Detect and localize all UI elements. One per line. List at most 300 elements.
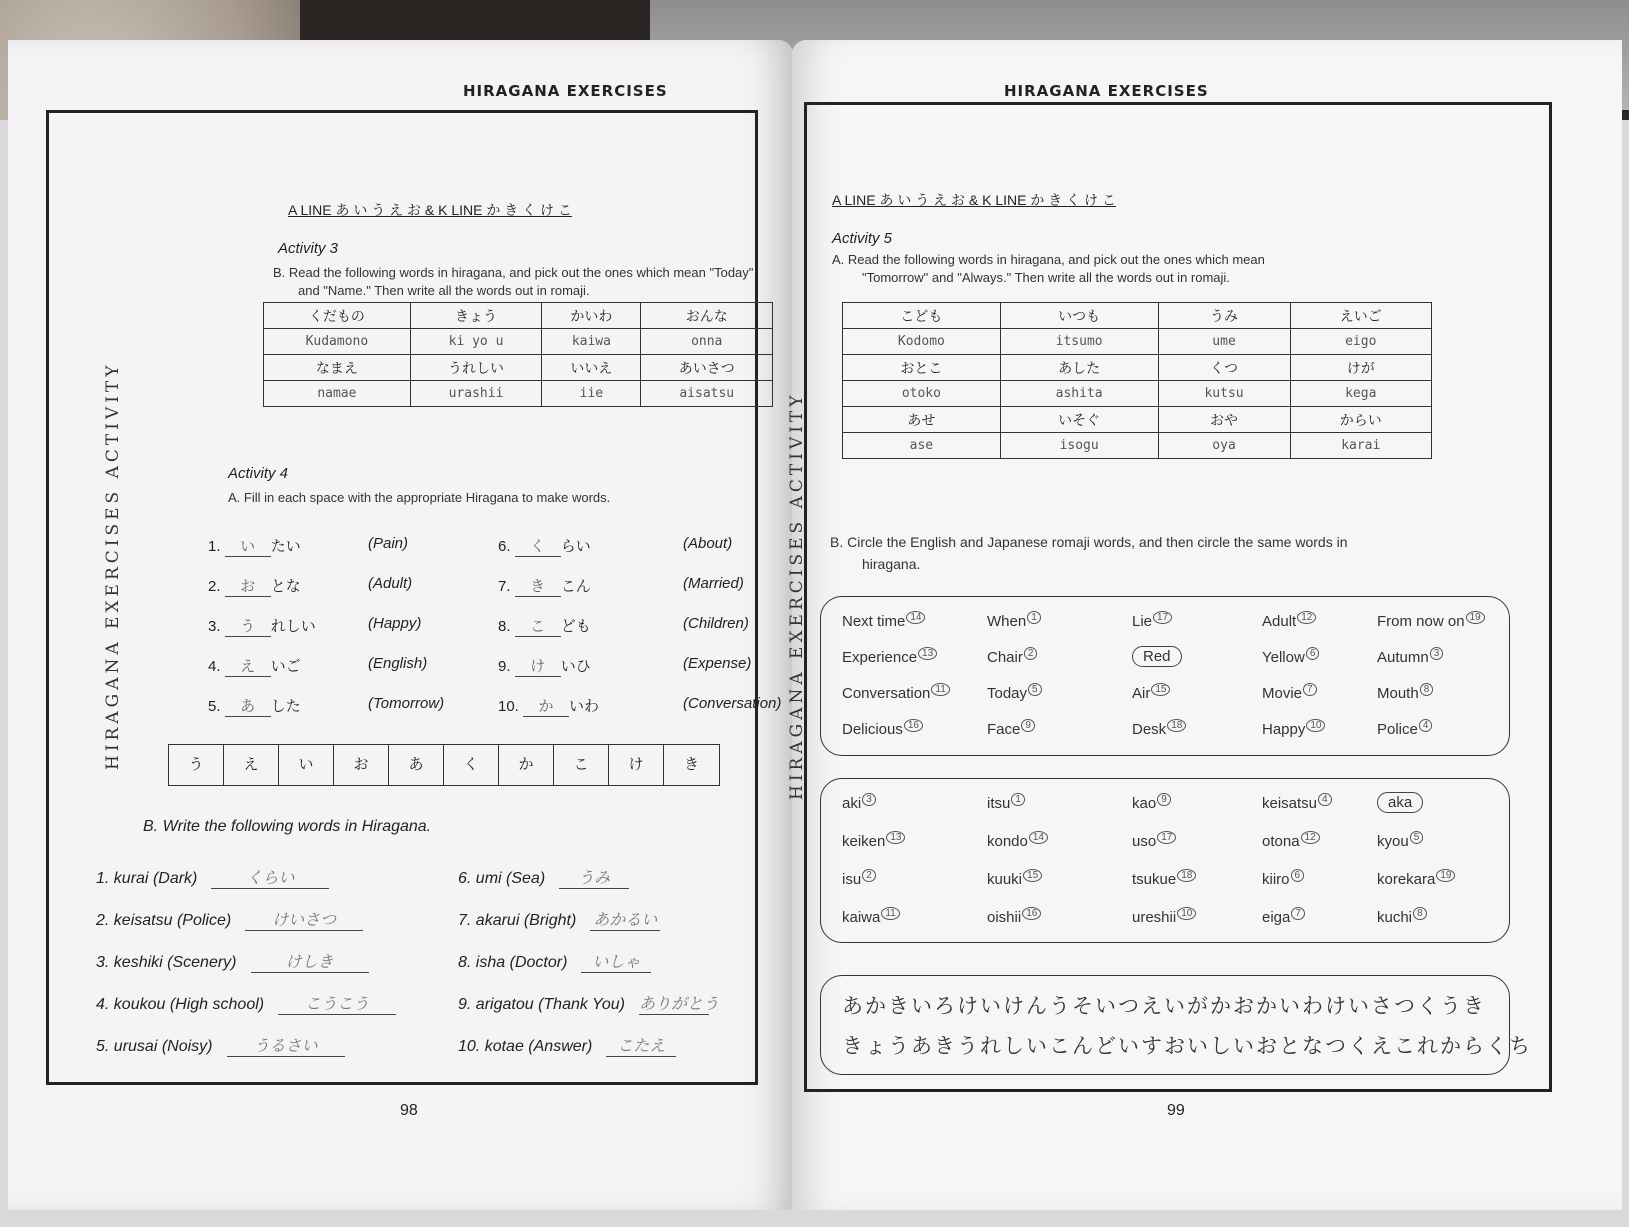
word-text: oishii (987, 909, 1022, 926)
fill-number: 9. (498, 658, 511, 675)
cell-kana: かいわ (570, 307, 613, 324)
word-text: keiken (842, 833, 886, 850)
write-romaji: koukou (113, 996, 166, 1013)
table-cell (542, 303, 641, 329)
fill-meaning: (Married) (683, 575, 744, 592)
write-answer[interactable]: こたえ (606, 1033, 676, 1057)
fill-meaning: (Tomorrow) (368, 695, 445, 712)
fill-answer[interactable]: う (225, 615, 271, 637)
table-cell (1000, 407, 1158, 433)
cell-kana: うれしい (448, 359, 505, 376)
word-item (987, 648, 1037, 666)
write-answer[interactable]: けしき (251, 949, 369, 973)
strip-cell: き (683, 756, 699, 773)
right-page-header: HIRAGANA EXERCISES (1004, 82, 1209, 100)
cell-kana: おとこ (900, 359, 943, 376)
word-item (1132, 794, 1171, 812)
partB-instr2: hiragana. (862, 556, 921, 572)
table-cell (1290, 381, 1431, 407)
write-answer[interactable]: ありがとう (639, 991, 709, 1015)
fill-answer[interactable]: け (515, 655, 561, 677)
word-text: Happy (1262, 721, 1306, 738)
table-cell (843, 407, 1001, 433)
word-item (1132, 684, 1170, 702)
word-number: 13 (918, 647, 937, 660)
word-item (1132, 832, 1176, 850)
word-number: 16 (904, 719, 923, 732)
word-number: 3 (862, 793, 876, 806)
word-text: Lie (1132, 613, 1153, 630)
fill-number: 7. (498, 578, 511, 595)
word-number: 16 (1022, 907, 1041, 920)
fill-item (498, 575, 758, 597)
word-item (1262, 684, 1317, 702)
table-cell (1000, 381, 1158, 407)
table-cell (264, 329, 411, 355)
cell-kana: くつ (1210, 359, 1239, 376)
activity3-instr2: and "Name." Then write all the words out in romaji. (298, 283, 590, 298)
write-number: 8. (458, 954, 472, 971)
write-romaji: isha (475, 954, 506, 971)
strip-cell: い (279, 745, 334, 785)
cell-kana: おんな (685, 307, 728, 324)
fill-item (208, 695, 468, 717)
fill-item (208, 655, 468, 677)
fill-answer[interactable]: く (515, 535, 561, 557)
word-number: 5 (1028, 683, 1042, 696)
strip-cell: く (444, 745, 499, 785)
write-answer[interactable]: うみ (559, 865, 629, 889)
word-text: Today (987, 685, 1028, 702)
word-item (1377, 720, 1432, 738)
cell-kana: いいえ (570, 359, 613, 376)
word-number: 18 (1167, 719, 1186, 732)
word-number: 17 (1157, 831, 1176, 844)
fill-number: 10. (498, 698, 519, 715)
word-text: Mouth (1377, 685, 1419, 702)
word-item (1377, 612, 1485, 630)
word-item (842, 648, 937, 666)
write-number: 6. (458, 870, 472, 887)
table-cell (641, 303, 773, 329)
cell-kana: いそぐ (1058, 411, 1101, 428)
word-item (1132, 720, 1186, 738)
table-cell (641, 329, 773, 355)
word-text: korekara (1377, 871, 1436, 888)
table-cell (1158, 329, 1290, 355)
write-romaji: kurai (113, 870, 149, 887)
strip-cell: け (609, 745, 664, 785)
partB-title: B. Write the following words in Hiragana. (143, 818, 432, 835)
word-number: 3 (1430, 647, 1444, 660)
word-item (1132, 612, 1172, 630)
table-row (264, 355, 773, 381)
right-line-title: A LINE あ い う え お & K LINE か き く け こ (832, 192, 1116, 208)
word-text: Desk (1132, 721, 1167, 738)
cell-kana: けが (1346, 359, 1375, 376)
cell-romaji: itsumo (1055, 334, 1103, 349)
table-cell (1000, 329, 1158, 355)
word-text: otona (1262, 833, 1300, 850)
word-text: Adult (1262, 613, 1297, 630)
write-item (96, 1033, 345, 1057)
write-meaning: (Dark) (152, 870, 198, 887)
fill-answer[interactable]: お (225, 575, 271, 597)
activity5-table (842, 302, 1432, 459)
cell-romaji: ashita (1055, 386, 1103, 401)
cell-kana: おや (1210, 411, 1239, 428)
fill-item (208, 535, 468, 557)
word-item (842, 870, 876, 888)
cell-romaji: isogu (1059, 438, 1099, 453)
word-text: Red (1132, 646, 1182, 667)
activity4-title: Activity 4 (228, 465, 289, 482)
word-item (1377, 870, 1455, 888)
write-meaning: (Scenery) (167, 954, 237, 971)
left-page-frame (46, 110, 758, 1085)
table-cell (1158, 303, 1290, 329)
word-text: Yellow (1262, 649, 1305, 666)
left-line-title: A LINE あ い う え お & K LINE か き く け こ (288, 202, 572, 218)
strip-cell: こ (554, 745, 609, 785)
activity3-table (263, 302, 773, 407)
write-item (458, 991, 719, 1015)
table-row (264, 381, 773, 407)
activity5-title: Activity 5 (832, 230, 893, 247)
strip-cell: か (499, 745, 554, 785)
fill-rest: ども (560, 618, 591, 635)
table-cell (843, 303, 1001, 329)
word-text: Chair (987, 649, 1023, 666)
fill-item (498, 695, 782, 717)
hiragana-line1: あかきいろけいけんうそいつえいがかおかいわけいさつくうき (842, 995, 1486, 1018)
word-number: 9 (1157, 793, 1171, 806)
write-number: 9. (458, 996, 472, 1013)
write-number: 10. (458, 1038, 481, 1055)
write-romaji: keshiki (113, 954, 163, 971)
fill-meaning: (Adult) (368, 575, 413, 592)
fill-meaning: (Expense) (683, 655, 752, 672)
word-item (1132, 908, 1196, 926)
cell-kana: あいさつ (678, 359, 735, 376)
table-cell (542, 381, 641, 407)
table-cell (843, 329, 1001, 355)
write-romaji: kotae (484, 1038, 524, 1055)
word-item (987, 870, 1042, 888)
fill-item (208, 615, 468, 637)
word-number: 12 (1297, 611, 1316, 624)
word-number: 17 (1153, 611, 1172, 624)
table-cell (843, 355, 1001, 381)
write-item (458, 907, 660, 931)
hiragana-line2: きょうあきうれしいこんどいすおいしいおとなつくえこれからくち (842, 1035, 1532, 1058)
table-row (843, 381, 1432, 407)
word-text: kao (1132, 795, 1157, 812)
cell-kana: えいご (1339, 307, 1382, 324)
cell-romaji: aisatsu (679, 386, 735, 401)
word-number: 14 (906, 611, 925, 624)
write-item (96, 865, 329, 889)
fill-number: 8. (498, 618, 511, 635)
cell-romaji: Kodomo (897, 334, 945, 349)
write-meaning: (Noisy) (161, 1038, 213, 1055)
table-cell (264, 303, 411, 329)
cell-romaji: ase (909, 438, 934, 453)
word-text: kuchi (1377, 909, 1413, 926)
word-text: kiiro (1262, 871, 1290, 888)
write-item (96, 949, 369, 973)
word-item (1132, 870, 1196, 888)
write-answer[interactable]: うるさい (227, 1033, 345, 1057)
activity4-instr: A. Fill in each space with the appropriate Hiragana to make words. (228, 490, 611, 505)
write-answer[interactable]: くらい (211, 865, 329, 889)
fill-number: 2. (208, 578, 221, 595)
word-text: itsu (987, 795, 1011, 812)
write-romaji: arigatou (475, 996, 534, 1013)
cell-romaji: ki yo u (448, 334, 504, 349)
word-text: From now on (1377, 613, 1465, 630)
table-cell (1158, 355, 1290, 381)
page-number-left: 98 (400, 1102, 418, 1119)
cell-kana: あした (1058, 359, 1101, 376)
write-number: 1. (96, 870, 110, 887)
write-item (458, 949, 651, 973)
cell-romaji: kaiwa (571, 334, 611, 349)
write-meaning: (High school) (169, 996, 265, 1013)
word-item (1377, 648, 1443, 666)
strip-cell: お (334, 745, 389, 785)
word-item (1262, 794, 1332, 812)
fill-rest: れしい (270, 618, 316, 635)
word-text: eiga (1262, 909, 1291, 926)
strip-cell: え (224, 745, 279, 785)
word-number: 19 (1466, 611, 1485, 624)
table-cell (641, 355, 773, 381)
cell-kana: なまえ (315, 359, 358, 376)
word-text: Police (1377, 721, 1418, 738)
fill-answer[interactable]: あ (225, 695, 271, 717)
cell-romaji: otoko (901, 386, 941, 401)
fill-answer[interactable]: か (523, 695, 569, 717)
cell-romaji: iie (579, 386, 604, 401)
word-number: 19 (1436, 869, 1455, 882)
word-text: kondo (987, 833, 1028, 850)
table-cell (1290, 355, 1431, 381)
word-number: 9 (1021, 719, 1035, 732)
fill-meaning: (Conversation) (683, 695, 782, 712)
word-item (1262, 720, 1325, 738)
write-meaning: (Police) (176, 912, 232, 929)
word-text: ureshii (1132, 909, 1177, 926)
write-meaning: (Answer) (528, 1038, 593, 1055)
cell-romaji: kega (1345, 386, 1377, 401)
word-item (987, 832, 1048, 850)
table-cell (843, 381, 1001, 407)
table-cell (542, 329, 641, 355)
table-cell (1290, 329, 1431, 355)
word-text: Next time (842, 613, 906, 630)
table-row (843, 407, 1432, 433)
word-number: 12 (1301, 831, 1320, 844)
word-item (1377, 684, 1433, 702)
table-cell (264, 355, 411, 381)
word-item (1262, 870, 1304, 888)
write-meaning: (Bright) (523, 912, 577, 929)
word-item (1132, 648, 1182, 665)
word-number: 4 (1419, 719, 1433, 732)
table-row (264, 303, 773, 329)
word-number: 11 (881, 907, 899, 920)
fill-item (498, 655, 758, 677)
write-answer[interactable]: こうこう (278, 991, 396, 1015)
left-page-header: HIRAGANA EXERCISES (463, 82, 668, 100)
page-number-right: 99 (1167, 1102, 1185, 1119)
table-cell (410, 381, 542, 407)
word-item (987, 720, 1035, 738)
word-item (987, 612, 1041, 630)
fill-rest: した (270, 698, 301, 715)
word-text: Conversation (842, 685, 931, 702)
word-item (842, 720, 923, 738)
write-romaji: urusai (113, 1038, 158, 1055)
word-text: Movie (1262, 685, 1303, 702)
table-row (843, 329, 1432, 355)
word-text: Autumn (1377, 649, 1429, 666)
fill-item (498, 615, 758, 637)
cell-romaji: karai (1341, 438, 1381, 453)
table-cell (410, 329, 542, 355)
write-number: 4. (96, 996, 110, 1013)
word-item (1377, 908, 1427, 926)
word-number: 2 (862, 869, 876, 882)
fill-rest: らい (560, 538, 591, 555)
activity3-title: Activity 3 (278, 240, 339, 257)
word-text: kyou (1377, 833, 1409, 850)
table-cell (410, 355, 542, 381)
table-cell (410, 303, 542, 329)
write-item (458, 865, 629, 889)
word-item (1262, 832, 1320, 850)
word-number: 7 (1303, 683, 1317, 696)
write-item (96, 907, 363, 931)
word-item (842, 612, 925, 630)
write-answer[interactable]: いしゃ (581, 949, 651, 973)
cell-romaji: kutsu (1204, 386, 1244, 401)
word-number: 4 (1318, 793, 1332, 806)
table-cell (1158, 407, 1290, 433)
cell-kana: くだもの (308, 307, 365, 324)
word-number: 6 (1306, 647, 1320, 660)
word-number: 1 (1027, 611, 1041, 624)
table-cell (542, 355, 641, 381)
write-meaning: (Sea) (506, 870, 546, 887)
word-number: 2 (1024, 647, 1038, 660)
fill-meaning: (Children) (683, 615, 749, 632)
word-text: Air (1132, 685, 1151, 702)
write-answer[interactable]: あかるい (590, 907, 660, 931)
write-romaji: keisatsu (113, 912, 173, 929)
write-item (458, 1033, 676, 1057)
write-meaning: (Doctor) (509, 954, 568, 971)
fill-rest: いわ (569, 698, 600, 715)
cell-kana: うみ (1210, 307, 1239, 324)
fill-answer[interactable]: え (225, 655, 271, 677)
activity3-instr1: B. Read the following words in hiragana, and pick out the ones which mean "Today" (273, 265, 754, 280)
word-number: 15 (1023, 869, 1042, 882)
word-text: aka (1377, 792, 1423, 813)
cell-kana: こども (900, 307, 943, 324)
fill-meaning: (Pain) (368, 535, 409, 552)
fill-answer[interactable]: き (515, 575, 561, 597)
fill-rest: たい (270, 538, 301, 555)
word-item (987, 908, 1041, 926)
cell-kana: いつも (1058, 307, 1101, 324)
fill-rest: いご (270, 658, 301, 675)
cell-romaji: oya (1212, 438, 1236, 453)
word-number: 15 (1151, 683, 1170, 696)
word-item (987, 794, 1025, 812)
word-number: 8 (1413, 907, 1427, 920)
word-number: 11 (931, 683, 949, 696)
fill-rest: とな (270, 578, 301, 595)
word-number: 10 (1177, 907, 1196, 920)
fill-number: 5. (208, 698, 221, 715)
fill-answer[interactable]: い (225, 535, 271, 557)
cell-romaji: onna (691, 334, 723, 349)
fill-meaning: (Happy) (368, 615, 422, 632)
fill-number: 4. (208, 658, 221, 675)
table-cell (1000, 303, 1158, 329)
fill-answer[interactable]: こ (515, 615, 561, 637)
fill-number: 1. (208, 538, 221, 555)
fill-item (498, 535, 758, 557)
word-item (987, 684, 1042, 702)
cell-romaji: eigo (1345, 334, 1377, 349)
right-page (787, 40, 1622, 1210)
fill-meaning: (About) (683, 535, 733, 552)
word-number: 18 (1177, 869, 1196, 882)
table-row (843, 355, 1432, 381)
write-romaji: umi (475, 870, 502, 887)
cell-kana: きょう (455, 307, 498, 324)
word-number: 13 (886, 831, 905, 844)
word-number: 7 (1291, 907, 1305, 920)
fill-rest: いひ (560, 658, 591, 675)
write-answer[interactable]: けいさつ (245, 907, 363, 931)
table-cell (1158, 433, 1290, 459)
word-item (842, 684, 950, 702)
word-number: 6 (1291, 869, 1305, 882)
word-text: Delicious (842, 721, 903, 738)
word-number: 14 (1029, 831, 1048, 844)
partB-instr1: B. Circle the English and Japanese romaji words, and then circle the same words in (830, 534, 1348, 550)
table-row (264, 329, 773, 355)
word-item (842, 908, 900, 926)
word-text: uso (1132, 833, 1157, 850)
word-text: Experience (842, 649, 918, 666)
table-cell (1290, 407, 1431, 433)
table-cell (264, 381, 411, 407)
word-number: 8 (1420, 683, 1434, 696)
table-cell (1158, 381, 1290, 407)
activity5-instr1: A. Read the following words in hiragana, and pick out the ones which mean (832, 252, 1265, 267)
word-number: 5 (1410, 831, 1424, 844)
word-text: kuuki (987, 871, 1023, 888)
write-number: 2. (96, 912, 110, 929)
cell-kana: からい (1339, 411, 1382, 428)
cell-romaji: Kudamono (305, 334, 369, 349)
word-item (842, 832, 905, 850)
